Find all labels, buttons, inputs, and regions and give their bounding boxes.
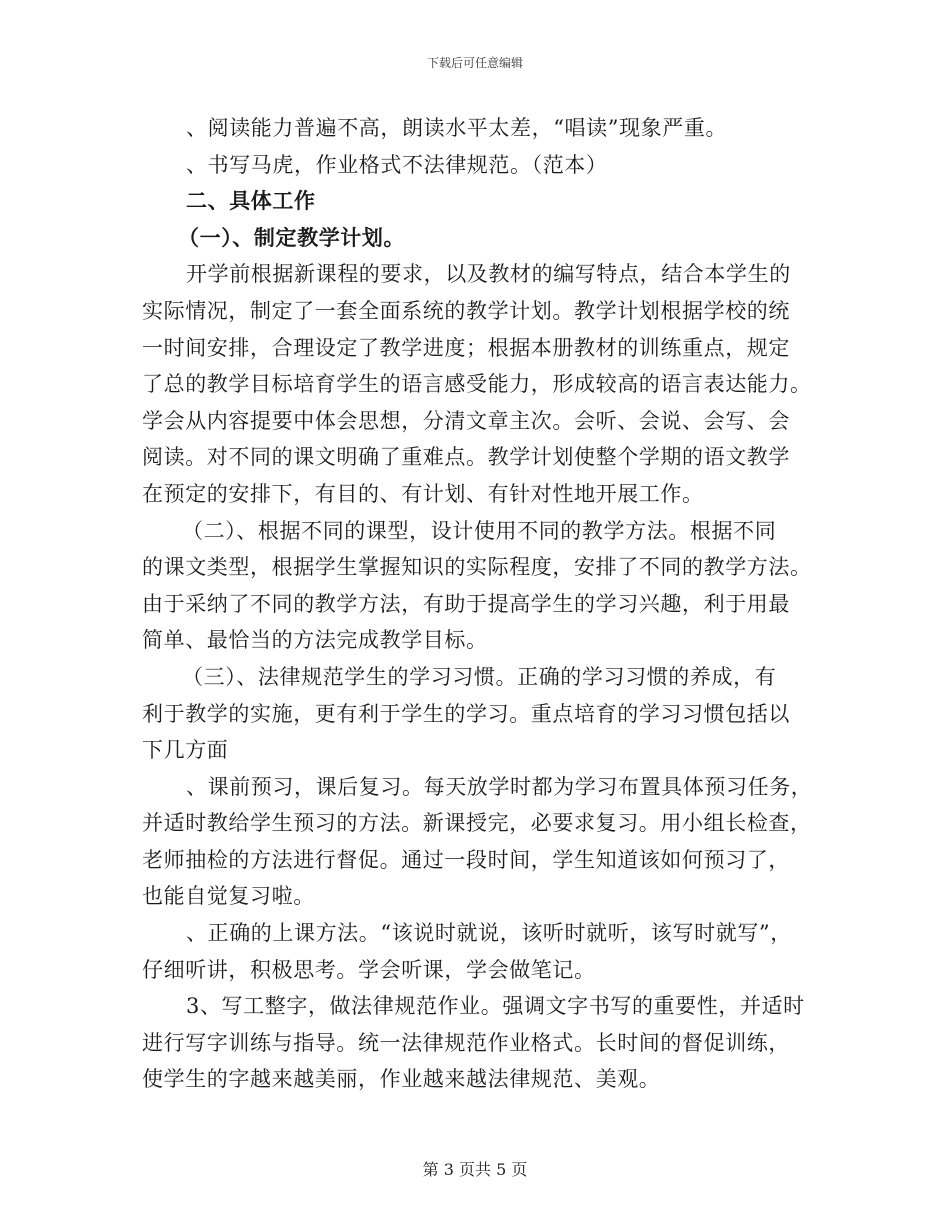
paragraph-line: 、课前预习，课后复习。每天放学时都为学习布置具体预习任务， [186, 774, 813, 799]
paragraph-line: （二）、根据不同的课型，设计使用不同的教学方法。根据不同 [182, 518, 777, 543]
paragraph-line: 进行写字训练与指导。统一法律规范作业格式。长时间的督促训练， [142, 1030, 790, 1055]
paragraph-line: 利于教学的实施，更有利于学生的学习。重点培育的学习习惯包括以 [142, 701, 790, 726]
paragraph-line: 使学生的字越来越美丽，作业越来越法律规范、美观。 [142, 1067, 661, 1092]
paragraph-line: 也能自觉复习啦。 [142, 884, 315, 909]
paragraph-line: 并适时教给学生预习的方法。新课授完，必要求复习。用小组长检查， [142, 811, 812, 836]
paragraph-line: 、阅读能力普遍不高，朗读水平太差，“唱读”现象严重。 [186, 116, 728, 140]
paragraph-line: 老师抽检的方法进行督促。通过一段时间，学生知道该如何预习了， [142, 847, 790, 872]
paragraph-line: 开学前根据新课程的要求，以及教材的编写特点，结合本学生的 [186, 262, 791, 287]
paragraph-line: 仔细听讲，积极思考。学会听课，学会做笔记。 [142, 957, 596, 982]
paragraph-line: 由于采纳了不同的教学方法，有助于提高学生的学习兴趣，利于用最 [142, 591, 790, 616]
paragraph-line: 实际情况，制定了一套全面系统的教学计划。教学计划根据学校的统 [142, 298, 790, 323]
paragraph-line: 阅读。对不同的课文明确了重难点。教学计划使整个学期的语文教学 [142, 445, 790, 470]
paragraph-line: 3、写工整字，做法律规范作业。强调文字书写的重要性，并适时 [186, 994, 805, 1019]
paragraph-line: 一时间安排，合理设定了教学进度；根据本册教材的训练重点，规定 [142, 335, 790, 360]
document-body [142, 110, 822, 1098]
section-heading: 二、具体工作 [186, 188, 316, 214]
paragraph-line: 、正确的上课方法。“该说时就说，该听时就听，该写时就写”， [186, 921, 792, 946]
paragraph-line: 在预定的安排下，有目的、有计划、有针对性地开展工作。 [142, 481, 704, 506]
paragraph-line: 了总的教学目标培育学生的语言感受能力，形成较高的语言表达能力。 [142, 372, 812, 397]
paragraph-line: 学会从内容提要中体会思想，分清文章主次。会听、会说、会写、会 [142, 408, 790, 433]
subsection-heading: （一）、制定教学计划。 [178, 224, 406, 250]
page-footer: 第 3 页共 5 页 [422, 1160, 528, 1179]
paragraph-line: （三）、法律规范学生的学习习惯。正确的学习习惯的养成，有 [182, 664, 777, 689]
paragraph-line: 下几方面 [142, 738, 229, 763]
paragraph-line: 、书写马虎，作业格式不法律规范。（范本） [186, 152, 608, 177]
paragraph-line: 的课文类型，根据学生掌握知识的实际程度，安排了不同的教学方法。 [142, 555, 812, 580]
paragraph-line: 简单、最恰当的方法完成教学目标。 [142, 628, 488, 653]
page-header: 下载后可任意编辑 [426, 56, 523, 70]
